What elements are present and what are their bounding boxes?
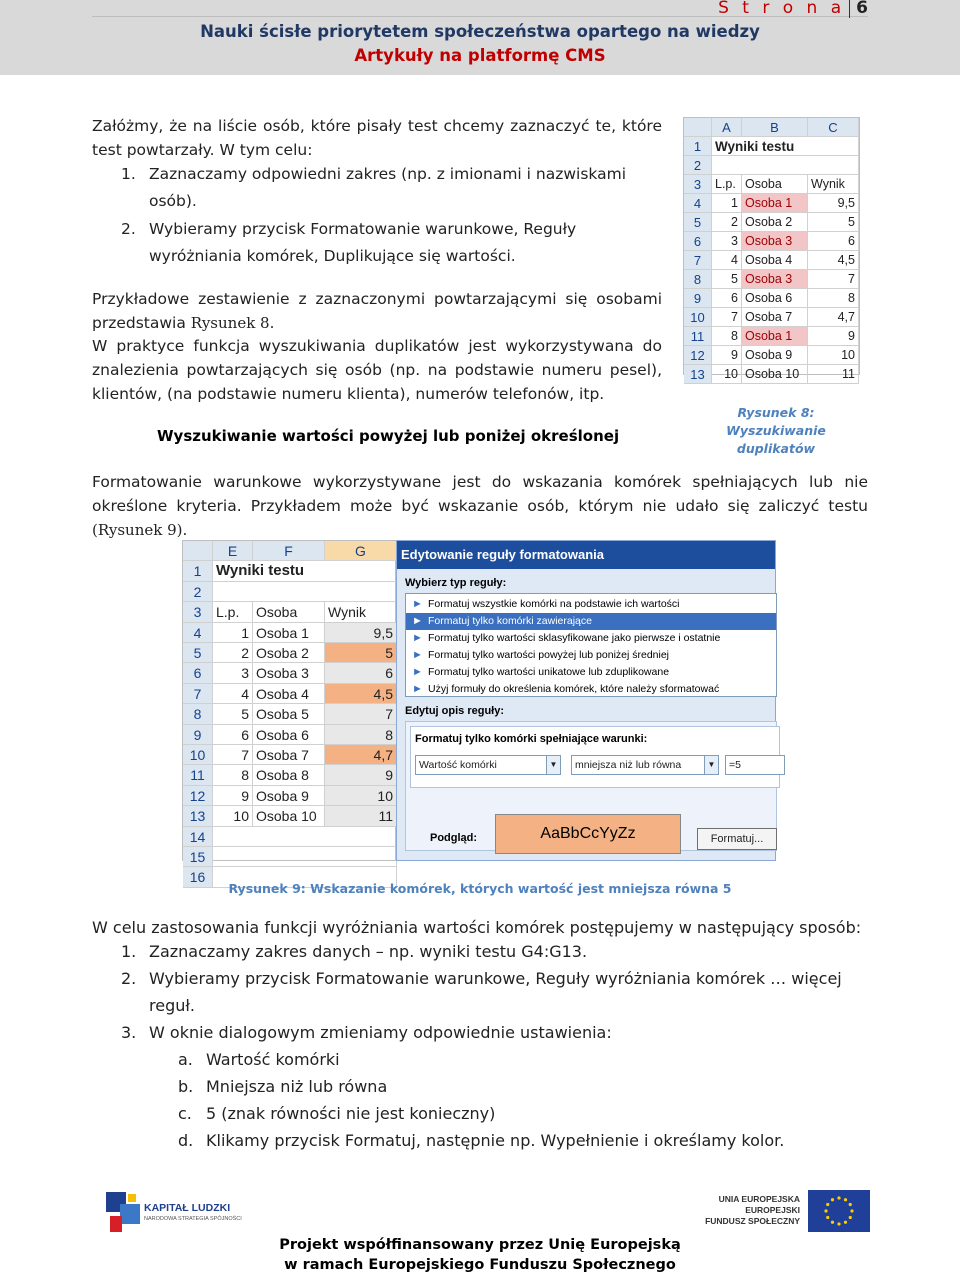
name-cell: Osoba 6: [742, 289, 808, 308]
procedure-step-number: 3.: [121, 1023, 137, 1042]
step2-text: Wybieramy przycisk Formatowanie warunkowe, Reguły: [149, 220, 577, 238]
lp-cell: 7: [712, 308, 742, 327]
sheet-title: Wyniki testu: [213, 561, 397, 581]
procedure-substep-letter: a.: [178, 1050, 193, 1069]
lp-cell: 1: [213, 623, 253, 643]
procedure-substep-text: Klikamy przycisk Formatuj, następnie np. Wypełnienie i określamy kolor.: [206, 1131, 785, 1150]
row-number: 6: [183, 663, 213, 683]
page-word: S t r o n a: [718, 0, 846, 18]
column-header: B: [742, 118, 808, 137]
lp-cell: 4: [213, 684, 253, 704]
name-cell: Osoba 7: [742, 308, 808, 327]
table-row: [684, 346, 859, 365]
score-cell: 8: [808, 289, 859, 308]
lp-cell: 6: [712, 289, 742, 308]
figure8-caption: Rysunek 8: Wyszukiwanie duplikatów: [726, 405, 826, 456]
table-row: [684, 232, 859, 251]
lp-cell: 10: [712, 365, 742, 384]
eu-star-icon: [837, 1196, 840, 1199]
lp-cell: 3: [712, 232, 742, 251]
rule-type-label: Formatuj tylko wartości sklasyfikowane jako pierwsze i ostatnie: [428, 632, 721, 644]
row-number: 7: [183, 684, 213, 704]
lp-cell: 7: [213, 745, 253, 765]
row-number: 4: [183, 623, 213, 643]
arrow-right-icon: ►: [412, 683, 423, 695]
practice-paragraph: W praktyce funkcja wyszukiwania duplikatów jest wykorzystywana do znalezienia powtarzających się osób (np. na podstawie numeru pesel), klientów, (na podstawie numeru klienta), numerów telefonów, itp.: [92, 337, 662, 403]
table-row: [183, 643, 397, 663]
score-cell: 9,5: [325, 623, 397, 643]
score-cell: 11: [808, 365, 859, 384]
eu-star-icon: [844, 1198, 847, 1201]
rule-type-item[interactable]: [406, 647, 776, 664]
row-number: 6: [684, 232, 712, 251]
empty-cell: [712, 156, 859, 175]
procedure-substep-text: 5 (znak równości nie jest konieczny): [206, 1104, 496, 1123]
row-number: 2: [684, 156, 712, 175]
eu-star-icon: [831, 1221, 834, 1224]
condition-label: Formatuj tylko komórki spełniające warunki:: [415, 733, 648, 745]
lp-cell: 8: [213, 765, 253, 785]
table-row: [684, 251, 859, 270]
eu-logo: [700, 1190, 870, 1234]
table-row: [183, 623, 397, 643]
edit-rule-dialog: [396, 540, 776, 861]
arrow-right-icon: ►: [412, 632, 423, 644]
dropdown-arrow-icon: ▼: [704, 756, 718, 774]
step2-text-cont: wyróżniania komórek, Duplikujące się wartości.: [149, 247, 516, 265]
example-text: Przykładowe zestawienie z zaznaczonymi powtarzającymi się osobami przedstawia: [92, 290, 662, 332]
procedure-intro: W celu zastosowania funkcji wyróżniania wartości komórek postępujemy w następujący sposób:: [92, 918, 862, 937]
row-number: 15: [183, 847, 213, 867]
lp-cell: 3: [213, 663, 253, 683]
procedure-step-text-cont: reguł.: [149, 996, 195, 1015]
column-header: E: [213, 541, 253, 561]
row-number: 2: [183, 582, 213, 602]
step1-number: 1.: [121, 165, 136, 183]
column-header: A: [712, 118, 742, 137]
score-cell: 4,7: [808, 308, 859, 327]
arrow-right-icon: ►: [412, 666, 423, 678]
header-cell: L.p.: [213, 602, 253, 622]
figure9-caption: Rysunek 9: Wskazanie komórek, których wartość jest mniejsza równa 5: [228, 881, 732, 896]
procedure-step-text: Zaznaczamy zakres danych – np. wyniki testu G4:G13.: [149, 942, 588, 961]
dropdown-arrow-icon: ▼: [546, 756, 560, 774]
column-header-row: [183, 541, 397, 561]
lp-cell: 6: [213, 725, 253, 745]
blank-row: [684, 156, 859, 175]
lp-cell: 9: [712, 346, 742, 365]
eu-star-icon: [824, 1209, 827, 1212]
lp-cell: 2: [712, 213, 742, 232]
figure8-reference: Rysunek 8.: [190, 314, 275, 332]
name-cell: Osoba 10: [742, 365, 808, 384]
blank-row: [183, 582, 397, 602]
empty-cell: [213, 847, 397, 867]
page-number: 6: [849, 0, 868, 18]
rule-type-label: Formatuj tylko wartości powyżej lub poniżej średniej: [428, 649, 670, 661]
column-header: G: [325, 541, 397, 561]
name-cell: Osoba 1: [742, 194, 808, 213]
table-row: [183, 806, 397, 826]
name-cell: Osoba 4: [742, 251, 808, 270]
row-number: 13: [183, 806, 213, 826]
procedure-substep-text: Mniejsza niż lub równa: [206, 1077, 388, 1096]
kapital-ludzki-logo: [104, 1190, 244, 1234]
rule-type-label: Wybierz typ reguły:: [405, 577, 507, 589]
table-row: [183, 745, 397, 765]
procedure-step-number: 2.: [121, 969, 137, 988]
example-paragraph: [92, 287, 662, 335]
procedure-substep-text: Wartość komórki: [206, 1050, 340, 1069]
eu-line3: FUNDUSZ SPOŁECZNY: [705, 1216, 800, 1226]
eu-star-icon: [850, 1209, 853, 1212]
row-number: 10: [684, 308, 712, 327]
figure9-spreadsheet: [182, 540, 396, 886]
intro-paragraph: Załóżmy, że na liście osób, które pisały test chcemy zaznaczyć te, które test powtarzały. W tym celu:: [92, 117, 662, 159]
empty-cell: [213, 582, 397, 602]
lp-cell: 10: [213, 806, 253, 826]
row-number: 1: [684, 137, 712, 156]
row-number: 14: [183, 827, 213, 847]
name-cell: Osoba 2: [742, 213, 808, 232]
name-cell: Osoba 9: [253, 786, 325, 806]
table-row: [684, 213, 859, 232]
step1-text-cont: osób).: [149, 192, 197, 210]
kapital-ludzki-emblem-icon: [104, 1190, 142, 1234]
row-number: 3: [684, 175, 712, 194]
figure8-spreadsheet: [683, 117, 860, 382]
figure9-reference: (Rysunek 9).: [92, 521, 188, 539]
sheet-title: Wyniki testu: [712, 137, 859, 156]
row-number: 7: [684, 251, 712, 270]
score-cell: 4,5: [808, 251, 859, 270]
corner-cell: [183, 541, 213, 561]
logo-title: KAPITAŁ LUDZKI: [144, 1202, 231, 1214]
header-cell: Osoba: [253, 602, 325, 622]
format-preview: AaBbCcYyZz: [495, 814, 681, 854]
score-cell: 11: [325, 806, 397, 826]
procedure-step-number: 1.: [121, 942, 137, 961]
eu-flag-icon: [808, 1190, 870, 1232]
table-row: [183, 827, 397, 847]
eu-logo-text: [700, 1194, 800, 1227]
step1-text: Zaznaczamy odpowiedni zakres (np. z imionami i nazwiskami: [149, 165, 627, 183]
name-cell: Osoba 10: [253, 806, 325, 826]
procedure-substep-letter: b.: [178, 1077, 194, 1096]
score-cell: 7: [325, 704, 397, 724]
table-row: [183, 847, 397, 867]
rule-type-item[interactable]: [406, 596, 776, 613]
score-cell: 9: [808, 327, 859, 346]
eu-star-icon: [837, 1222, 840, 1225]
eu-star-icon: [826, 1203, 829, 1206]
conditional-formatting-text: Formatowanie warunkowe wykorzystywane jest do wskazania komórek spełniających lub nie określone kryteria. Przykładem może być wskazanie osób, którym nie udało się zaliczyć testu: [92, 473, 868, 515]
procedure-substep-letter: c.: [178, 1104, 192, 1123]
lp-cell: 1: [712, 194, 742, 213]
row-number: 12: [684, 346, 712, 365]
score-cell: 9,5: [808, 194, 859, 213]
rule-type-list[interactable]: [405, 593, 777, 697]
rule-type-item[interactable]: [406, 681, 776, 698]
lp-cell: 4: [712, 251, 742, 270]
table-row: [183, 704, 397, 724]
column-header: C: [808, 118, 859, 137]
footer-line1: Projekt współfinansowany przez Unię Europejską: [279, 1237, 681, 1253]
row-number: 10: [183, 745, 213, 765]
table-row: [684, 270, 859, 289]
arrow-right-icon: ►: [412, 615, 423, 627]
rule-type-item[interactable]: [406, 630, 776, 647]
rule-type-item[interactable]: [406, 613, 776, 630]
name-cell: Osoba 3: [742, 270, 808, 289]
row-number: 11: [684, 327, 712, 346]
table-row: [684, 194, 859, 213]
table-row: [684, 327, 859, 346]
cell-value-select[interactable]: [415, 755, 561, 775]
row-number: 16: [183, 867, 213, 887]
eu-star-icon: [849, 1203, 852, 1206]
row-number: 5: [684, 213, 712, 232]
row-number: 5: [183, 643, 213, 663]
conditional-formatting-paragraph: [92, 470, 868, 542]
row-number: 4: [684, 194, 712, 213]
name-cell: Osoba 4: [253, 684, 325, 704]
section-heading: Wyszukiwanie wartości powyżej lub poniżej określonej: [157, 427, 620, 445]
title-row: [183, 561, 397, 581]
name-cell: Osoba 5: [253, 704, 325, 724]
name-cell: Osoba 1: [253, 623, 325, 643]
title-row: [684, 137, 859, 156]
row-number: 13: [684, 365, 712, 384]
table-row: [684, 289, 859, 308]
name-cell: Osoba 6: [253, 725, 325, 745]
operator-text: mniejsza niż lub równa: [575, 759, 682, 771]
score-cell: 8: [325, 725, 397, 745]
cell-value-text: Wartość komórki: [419, 759, 497, 771]
table-row: [183, 725, 397, 745]
eu-line2: EUROPEJSKI: [745, 1205, 800, 1215]
header-cell: L.p.: [712, 175, 742, 194]
format-button[interactable]: Formatuj...: [697, 828, 777, 850]
score-cell: 10: [325, 786, 397, 806]
row-number: 9: [684, 289, 712, 308]
score-cell: 5: [808, 213, 859, 232]
lp-cell: 5: [712, 270, 742, 289]
page-number-label: [718, 0, 868, 18]
eu-star-icon: [831, 1198, 834, 1201]
name-cell: Osoba 7: [253, 745, 325, 765]
name-cell: Osoba 2: [253, 643, 325, 663]
empty-cell: [213, 827, 397, 847]
score-cell: 7: [808, 270, 859, 289]
logo-subtitle: NARODOWA STRATEGIA SPÓJNOŚCI: [144, 1216, 242, 1222]
row-number: 12: [183, 786, 213, 806]
eu-star-icon: [844, 1221, 847, 1224]
header-row: [183, 602, 397, 622]
rule-type-label: Formatuj tylko komórki zawierające: [428, 615, 592, 627]
dialog-title: Edytowanie reguły formatowania: [397, 541, 775, 569]
column-header: F: [253, 541, 325, 561]
header-cell: Osoba: [742, 175, 808, 194]
header-cell: Wynik: [325, 602, 397, 622]
table-row: [684, 365, 859, 384]
row-number: 8: [684, 270, 712, 289]
arrow-right-icon: ►: [412, 598, 423, 610]
lp-cell: 5: [213, 704, 253, 724]
row-number: 9: [183, 725, 213, 745]
corner-cell: [684, 118, 712, 137]
condition-panel: [410, 726, 780, 788]
footer-line2: w ramach Europejskiego Funduszu Społecznego: [284, 1257, 676, 1273]
procedure-substep-letter: d.: [178, 1131, 194, 1150]
column-header-row: [684, 118, 859, 137]
row-number: 8: [183, 704, 213, 724]
step2-number: 2.: [121, 220, 136, 238]
score-cell: 5: [325, 643, 397, 663]
score-cell: 4,5: [325, 684, 397, 704]
lp-cell: 9: [213, 786, 253, 806]
header-title: Nauki ścisłe priorytetem społeczeństwa opartego na wiedzy: [200, 22, 760, 41]
preview-label: Podgląd:: [430, 832, 478, 844]
score-cell: 6: [325, 663, 397, 683]
score-cell: 6: [808, 232, 859, 251]
name-cell: Osoba 1: [742, 327, 808, 346]
row-number: 3: [183, 602, 213, 622]
table-row: [183, 765, 397, 785]
score-cell: 10: [808, 346, 859, 365]
rule-type-label: Formatuj tylko wartości unikatowe lub zduplikowane: [428, 666, 670, 678]
score-cell: 9: [325, 765, 397, 785]
score-cell: 4,7: [325, 745, 397, 765]
procedure-step-text: Wybieramy przycisk Formatowanie warunkowe, Reguły wyróżniania komórek … więcej: [149, 969, 842, 988]
row-number: 11: [183, 765, 213, 785]
table-row: [183, 786, 397, 806]
name-cell: Osoba 3: [742, 232, 808, 251]
name-cell: Osoba 9: [742, 346, 808, 365]
lp-cell: 8: [712, 327, 742, 346]
eu-star-icon: [849, 1216, 852, 1219]
lp-cell: 2: [213, 643, 253, 663]
procedure-step-text: W oknie dialogowym zmieniamy odpowiednie ustawienia:: [149, 1023, 612, 1042]
table-row: [183, 684, 397, 704]
row-number: 1: [183, 561, 213, 581]
name-cell: Osoba 8: [253, 765, 325, 785]
name-cell: Osoba 3: [253, 663, 325, 683]
table-row: [684, 308, 859, 327]
rule-type-label: Użyj formuły do określenia komórek, które należy sformatować: [428, 683, 720, 695]
arrow-right-icon: ►: [412, 649, 423, 661]
eu-star-icon: [826, 1216, 829, 1219]
value-input[interactable]: =5: [725, 755, 785, 775]
header-subtitle: Artykuły na platformę CMS: [354, 46, 606, 65]
rule-type-item[interactable]: [406, 664, 776, 681]
header-row: [684, 175, 859, 194]
table-row: [183, 663, 397, 683]
header-cell: Wynik: [808, 175, 859, 194]
operator-select[interactable]: [571, 755, 719, 775]
edit-description-label: Edytuj opis reguły:: [405, 705, 505, 717]
eu-line1: UNIA EUROPEJSKA: [718, 1194, 800, 1204]
rule-type-label: Formatuj wszystkie komórki na podstawie ich wartości: [428, 598, 680, 610]
